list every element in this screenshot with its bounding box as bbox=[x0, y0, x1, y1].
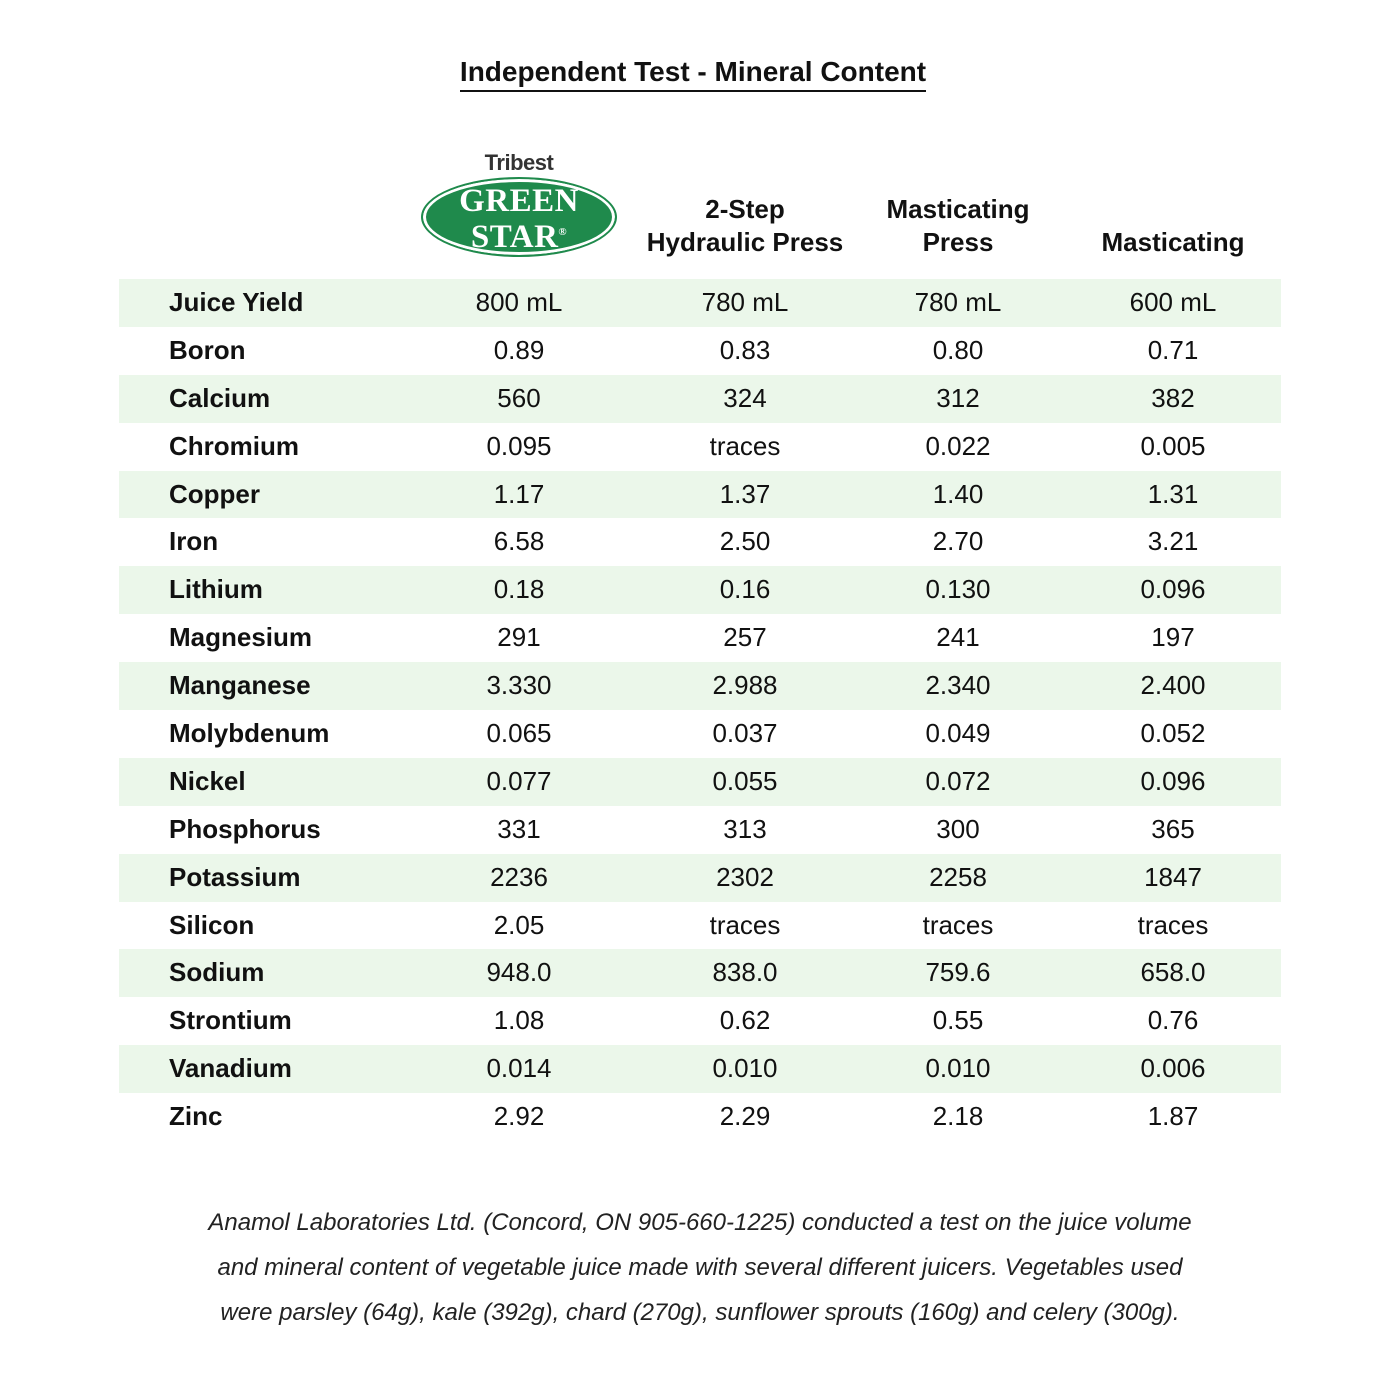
table-cell: 0.055 bbox=[712, 765, 778, 796]
table-cell: 0.76 bbox=[1147, 1005, 1199, 1036]
table-cell: 0.130 bbox=[925, 574, 991, 605]
row-label: Sodium bbox=[169, 957, 265, 988]
table-cell: 1.08 bbox=[493, 1005, 545, 1036]
column-header-masticating-press bbox=[848, 193, 1068, 259]
table-cell: 257 bbox=[723, 622, 767, 653]
table-row bbox=[119, 471, 1281, 519]
table-cell: 0.049 bbox=[925, 718, 991, 749]
row-label: Zinc bbox=[169, 1101, 223, 1132]
mineral-table bbox=[119, 279, 1281, 1141]
table-cell: 1.31 bbox=[1147, 478, 1199, 509]
row-label: Lithium bbox=[169, 574, 263, 605]
table-row bbox=[119, 806, 1281, 854]
table-cell: traces bbox=[1137, 909, 1209, 940]
table-cell: 0.010 bbox=[712, 1053, 778, 1084]
table-row bbox=[119, 375, 1281, 423]
footnote-line: were parsley (64g), kale (392g), chard (270g), sunflower sprouts (160g) and celery (300g). bbox=[220, 1299, 1180, 1326]
chart-title bbox=[0, 56, 1386, 92]
table-cell: 331 bbox=[497, 813, 541, 844]
table-cell: 2.70 bbox=[932, 526, 984, 557]
table-cell: 800 mL bbox=[475, 287, 563, 317]
table-cell: 3.330 bbox=[486, 670, 552, 701]
row-label: Strontium bbox=[169, 1005, 292, 1036]
chart-title-text: Independent Test - Mineral Content bbox=[460, 56, 926, 92]
table-cell: 759.6 bbox=[925, 957, 991, 988]
table-cell: traces bbox=[709, 430, 781, 461]
row-label: Silicon bbox=[169, 909, 255, 940]
table-row bbox=[119, 949, 1281, 997]
table-row bbox=[119, 566, 1281, 614]
logo-brand-text: Tribest bbox=[484, 150, 554, 175]
row-label: Potassium bbox=[169, 861, 301, 892]
footnote bbox=[100, 1200, 1300, 1335]
table-cell: 2.05 bbox=[493, 909, 545, 940]
table-cell: 300 bbox=[936, 813, 980, 844]
table-cell: 2.400 bbox=[1140, 670, 1206, 701]
table-row bbox=[119, 710, 1281, 758]
column-header-masticating bbox=[1063, 226, 1283, 259]
table-cell: 0.89 bbox=[493, 334, 545, 365]
table-cell: 0.077 bbox=[486, 765, 552, 796]
table-cell: 2.18 bbox=[932, 1101, 984, 1132]
column-header-hydraulic-press bbox=[635, 193, 855, 259]
table-cell: 948.0 bbox=[486, 957, 552, 988]
table-row bbox=[119, 902, 1281, 950]
table-row bbox=[119, 662, 1281, 710]
footnote-line: Anamol Laboratories Ltd. (Concord, ON 905-660-1225) conducted a test on the juice volume bbox=[208, 1209, 1192, 1236]
table-cell: 658.0 bbox=[1140, 957, 1206, 988]
table-cell: 0.55 bbox=[932, 1005, 984, 1036]
table-cell: 291 bbox=[497, 622, 541, 653]
table-cell: 0.010 bbox=[925, 1053, 991, 1084]
table-cell: traces bbox=[709, 909, 781, 940]
row-label: Nickel bbox=[169, 765, 246, 796]
table-cell: 2.988 bbox=[712, 670, 778, 701]
table-row bbox=[119, 1093, 1281, 1141]
table-cell: 0.80 bbox=[932, 334, 984, 365]
table-cell: traces bbox=[922, 909, 994, 940]
column-header-line: Masticating bbox=[1101, 227, 1245, 257]
table-cell: 0.037 bbox=[712, 718, 778, 749]
table-cell: 2.92 bbox=[493, 1101, 545, 1132]
logo-line-green: GREEN bbox=[459, 183, 579, 219]
row-label: Magnesium bbox=[169, 622, 313, 653]
row-label: Copper bbox=[169, 478, 260, 509]
row-label: Manganese bbox=[169, 670, 311, 701]
table-row bbox=[119, 614, 1281, 662]
column-header-line: Masticating bbox=[886, 194, 1030, 224]
table-cell: 0.16 bbox=[719, 574, 771, 605]
table-cell: 0.052 bbox=[1140, 718, 1206, 749]
logo-registered-mark: ® bbox=[558, 226, 568, 238]
table-cell: 600 mL bbox=[1129, 287, 1217, 317]
column-header-line: Hydraulic Press bbox=[646, 227, 844, 257]
table-row bbox=[119, 854, 1281, 902]
row-label: Chromium bbox=[169, 430, 299, 461]
table-cell: 780 mL bbox=[914, 287, 1002, 317]
table-cell: 2.29 bbox=[719, 1101, 771, 1132]
table-cell: 197 bbox=[1151, 622, 1195, 653]
table-cell: 6.58 bbox=[493, 526, 545, 557]
table-row bbox=[119, 518, 1281, 566]
table-cell: 312 bbox=[936, 382, 980, 413]
table-cell: 0.005 bbox=[1140, 430, 1206, 461]
row-label: Juice Yield bbox=[169, 287, 304, 317]
table-cell: 2302 bbox=[716, 861, 774, 892]
table-cell: 1.17 bbox=[493, 478, 545, 509]
table-row bbox=[119, 279, 1281, 327]
logo-star-text: STAR bbox=[470, 219, 559, 255]
table-row bbox=[119, 997, 1281, 1045]
table-cell: 2.50 bbox=[719, 526, 771, 557]
table-cell: 324 bbox=[723, 382, 767, 413]
table-cell: 365 bbox=[1151, 813, 1195, 844]
row-label: Calcium bbox=[169, 382, 271, 413]
table-cell: 0.18 bbox=[493, 574, 545, 605]
table-cell: 0.065 bbox=[486, 718, 552, 749]
logo-line-star bbox=[420, 216, 618, 254]
table-cell: 0.022 bbox=[925, 430, 991, 461]
table-cell: 2258 bbox=[929, 861, 987, 892]
table-cell: 1.87 bbox=[1147, 1101, 1199, 1132]
table-cell: 0.014 bbox=[486, 1053, 552, 1084]
table-cell: 0.006 bbox=[1140, 1053, 1206, 1084]
table-row bbox=[119, 758, 1281, 806]
footnote-line: and mineral content of vegetable juice made with several different juicers. Vegetables used bbox=[217, 1254, 1183, 1281]
row-label: Phosphorus bbox=[169, 813, 321, 844]
table-cell: 0.095 bbox=[486, 430, 552, 461]
table-cell: 0.096 bbox=[1140, 765, 1206, 796]
table-cell: 780 mL bbox=[701, 287, 789, 317]
table-cell: 241 bbox=[936, 622, 980, 653]
table-cell: 1847 bbox=[1144, 861, 1202, 892]
table-cell: 382 bbox=[1151, 382, 1195, 413]
table-cell: 0.71 bbox=[1147, 334, 1199, 365]
row-label: Iron bbox=[169, 526, 219, 557]
table-cell: 838.0 bbox=[712, 957, 778, 988]
table-cell: 560 bbox=[497, 382, 541, 413]
table-cell: 1.40 bbox=[932, 478, 984, 509]
table-cell: 0.096 bbox=[1140, 574, 1206, 605]
column-header-line: 2-Step bbox=[705, 194, 785, 224]
table-cell: 0.072 bbox=[925, 765, 991, 796]
row-label: Vanadium bbox=[169, 1053, 292, 1084]
table-cell: 0.62 bbox=[719, 1005, 771, 1036]
table-cell: 2.340 bbox=[925, 670, 991, 701]
row-label: Molybdenum bbox=[169, 718, 330, 749]
table-row bbox=[119, 1045, 1281, 1093]
table-cell: 313 bbox=[723, 813, 767, 844]
table-cell: 2236 bbox=[490, 861, 548, 892]
tribest-green-star-logo bbox=[420, 150, 618, 258]
column-header-line: Press bbox=[922, 227, 994, 257]
table-row bbox=[119, 423, 1281, 471]
table-cell: 0.83 bbox=[719, 334, 771, 365]
table-cell: 1.37 bbox=[719, 478, 771, 509]
table-cell: 3.21 bbox=[1147, 526, 1199, 557]
table-row bbox=[119, 327, 1281, 375]
row-label: Boron bbox=[169, 334, 246, 365]
